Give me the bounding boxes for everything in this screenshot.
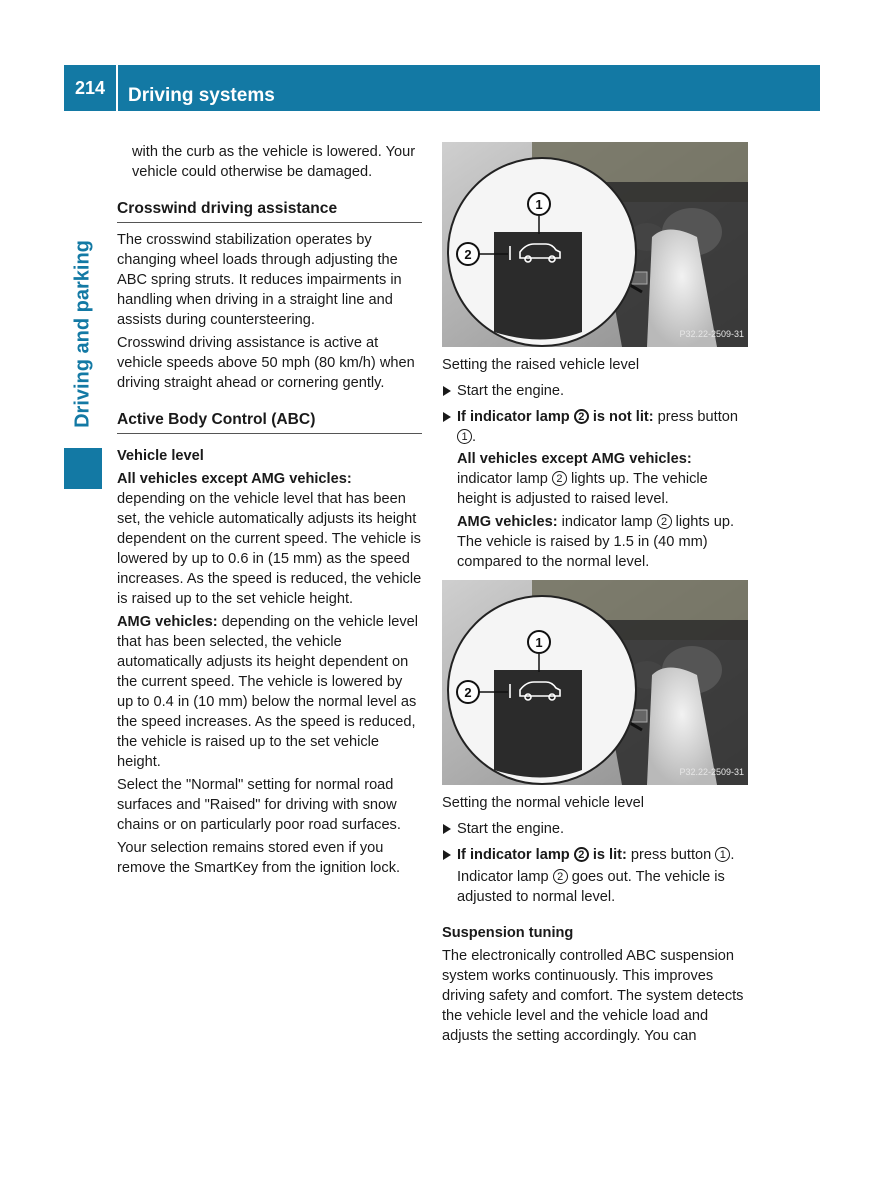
step-text: Start the engine. xyxy=(457,821,565,837)
figure-normal-level xyxy=(442,580,748,785)
condition-text: If indicator lamp xyxy=(457,847,574,863)
indicator-lamp-callout: 2 xyxy=(574,847,589,862)
callout-2: 2 xyxy=(464,685,472,700)
amg-vehicles-label: AMG vehicles: xyxy=(457,514,558,530)
figure-code: P32.22-2509-31 xyxy=(679,329,744,339)
side-tab-marker xyxy=(64,448,102,489)
abc-heading: Active Body Control (ABC) xyxy=(117,410,422,434)
header-divider xyxy=(116,65,118,111)
bullet-triangle-icon xyxy=(443,850,451,860)
normal-step-2 xyxy=(442,845,748,865)
result-text: indicator lamp xyxy=(557,514,657,530)
raised-caption: Setting the raised vehicle level xyxy=(442,357,640,373)
crosswind-paragraph-1: The crosswind stabilization operates by changing wheel loads through adjusting the ABC spring struts. It reduces impairments in handling when driving in a straight line and assists during countersteering. xyxy=(117,232,402,328)
press-text: press button xyxy=(653,409,738,425)
crosswind-paragraph-2: Crosswind driving assistance is active at vehicle speeds above 50 mph (80 km/h) when driving straight ahead or cornering gently. xyxy=(117,335,415,391)
result-text-end: goes out. The vehicle is adjusted to normal level. xyxy=(457,869,725,905)
selection-stored-paragraph: Your selection remains stored even if you remove the SmartKey from the ignition lock. xyxy=(117,840,401,876)
side-tab xyxy=(64,228,102,440)
crosswind-heading: Crosswind driving assistance xyxy=(117,199,422,223)
step-text: Start the engine. xyxy=(457,383,565,399)
normal-caption: Setting the normal vehicle level xyxy=(442,795,644,811)
control-panel-illustration xyxy=(442,580,748,785)
bullet-triangle-icon xyxy=(443,824,451,834)
chapter-title: Driving systems xyxy=(128,85,275,106)
vehicle-level-heading: Vehicle level xyxy=(117,448,204,464)
normal-step-1 xyxy=(442,819,748,839)
raised-step-1 xyxy=(442,381,748,401)
suspension-paragraph: The electronically controlled ABC suspension system works continuously. This improves driving safety and comfort. The system detects the vehicle level and the vehicle load and adjusts the setting accordingly. You can xyxy=(442,948,744,1044)
header-bar xyxy=(64,65,820,111)
raised-amg-vehicles xyxy=(442,512,748,572)
all-vehicles-paragraph xyxy=(117,469,422,609)
indicator-lamp-callout: 2 xyxy=(574,409,589,424)
amg-vehicles-text: depending on the vehicle level that has been selected, the vehicle automatically adjusts its height dependent on the current speed. The vehicle is lowered by up to 0.4 in (10 mm) below the normal level as the speed increases. As the speed is reduced, the vehicle is raised up to the set vehicle height. xyxy=(117,614,418,770)
page-number: 214 xyxy=(74,78,106,98)
left-column xyxy=(117,142,422,881)
condition-label xyxy=(457,409,654,425)
normal-result xyxy=(442,867,748,907)
indicator-lamp-callout: 2 xyxy=(553,869,568,884)
figure-raised-level xyxy=(442,142,748,347)
indicator-lamp-callout: 2 xyxy=(552,471,567,486)
figure-code: P32.22-2509-31 xyxy=(679,767,744,777)
right-column xyxy=(442,142,748,1049)
raised-all-vehicles xyxy=(442,449,748,509)
button-callout: 1 xyxy=(715,847,730,862)
result-text-end: lights up. The vehicle is raised by 1.5 in (40 mm) compared to the normal level. xyxy=(457,514,735,570)
all-vehicles-text: depending on the vehicle level that has been set, the vehicle automatically adjusts its height dependent on the current speed. The vehicle is lowered by up to 0.6 in (15 mm) as the speed increases. As the speed is reduced, the vehicle is raised up to the set vehicle height. xyxy=(117,491,422,607)
control-panel-illustration xyxy=(442,142,748,347)
result-text: Indicator lamp xyxy=(457,869,553,885)
button-callout: 1 xyxy=(457,429,472,444)
result-text-end: lights up. The vehicle height is adjusted to raised level. xyxy=(457,471,708,507)
all-vehicles-label: All vehicles except AMG vehicles: xyxy=(117,471,352,487)
condition-label xyxy=(457,847,627,863)
condition-text-end: is lit: xyxy=(588,847,627,863)
amg-vehicles-label: AMG vehicles: xyxy=(117,614,218,630)
callout-1: 1 xyxy=(535,635,543,650)
bullet-triangle-icon xyxy=(443,386,451,396)
step-tail: . xyxy=(730,847,735,863)
callout-1: 1 xyxy=(535,197,543,212)
amg-vehicles-paragraph xyxy=(117,612,422,772)
condition-text: If indicator lamp xyxy=(457,409,574,425)
step-tail: . xyxy=(472,429,477,445)
select-setting-paragraph: Select the "Normal" setting for normal road surfaces and "Raised" for driving with snow chains or on particularly poor road surfaces. xyxy=(117,777,401,833)
raised-step-2 xyxy=(442,407,748,447)
indicator-lamp-callout: 2 xyxy=(657,514,672,529)
all-vehicles-label: All vehicles except AMG vehicles: xyxy=(457,451,692,467)
bullet-triangle-icon xyxy=(443,412,451,422)
warning-continuation: with the curb as the vehicle is lowered. Your vehicle could otherwise be damaged. xyxy=(132,144,416,180)
callout-2: 2 xyxy=(464,247,472,262)
press-text: press button xyxy=(626,847,716,863)
suspension-heading: Suspension tuning xyxy=(442,925,574,941)
condition-text-end: is not lit: xyxy=(588,409,654,425)
side-tab-label: Driving and parking xyxy=(71,240,94,428)
result-text: indicator lamp xyxy=(457,471,552,487)
